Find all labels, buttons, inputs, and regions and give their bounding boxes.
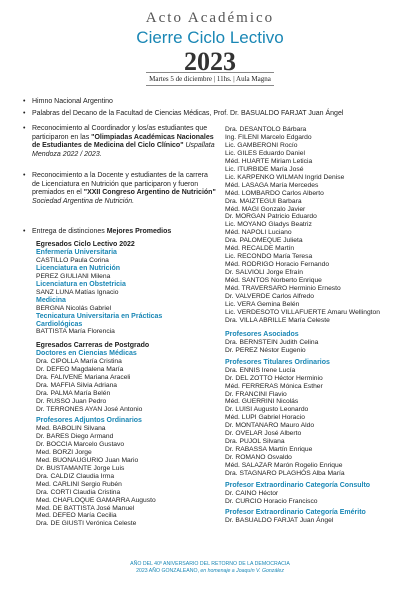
list-item: Dr. MORGAN Patricio Eduardo	[225, 213, 317, 221]
list-item: Dr. DEL ZOTTO Héctor Herminio	[225, 374, 323, 382]
section-nutricion: Licenciatura en Nutrición	[36, 264, 121, 272]
list-item: Dr. PEREZ Néstor Eugenio	[225, 346, 306, 354]
bullet-1-text: Himno Nacional Argentino	[32, 98, 113, 105]
list-item: Dr. MONTANARO Mauro Aldo	[225, 422, 315, 430]
header-line1: Acto Académico	[145, 10, 275, 26]
posgrado-title: Egresados Carreras de Postgrado	[36, 342, 150, 350]
list-item: Dr. RUSSO Juan Pedro	[36, 398, 107, 406]
bullet-icon: •	[23, 98, 26, 105]
bullet-4-text: Reconocimiento a la Docente y estudiantes de la carrera de Licenciatura en Nutrición que participaron y fueron premiados en el	[32, 172, 208, 197]
list-item: Méd. HUARTE Miriam Leticia	[225, 157, 313, 165]
left-column	[36, 241, 186, 528]
header	[0, 10, 420, 76]
list-item: Med. BUONAUGURIO Juan Mario	[36, 456, 139, 464]
list-item: Dr. TERRONES AYAN José Antonio	[36, 406, 143, 414]
list-item: Dr. VALVERDE Carlos Alfredo	[225, 293, 314, 301]
section-consulto: Profesor Extraordinario Categoría Consulto	[225, 481, 371, 489]
list-item: Med. CARLINI Sergio Rubén	[36, 480, 122, 488]
list-item: Lic. ITURBIDE María José	[225, 165, 304, 173]
list-item: Lic. RECONDO María Teresa	[225, 253, 313, 261]
list-item: Lic. MOYANO Gladys Beatriz	[225, 221, 312, 229]
list-item: Dra. CALDIZ Claudia Irma	[36, 472, 115, 480]
list-item: Dr. CURCIO Horacio Francisco	[225, 497, 318, 505]
list-item: Méd. RODRIGO Horacio Fernando	[225, 261, 330, 269]
list-item: Dra. CIPOLLA María Cristina	[36, 358, 122, 366]
section-emerito: Profesor Extraordinario Categoría Emérito	[225, 508, 366, 516]
bullet-3-bold: "Olimpiadas Académicas Nacionales de Estudiantes de Medicina del Ciclo Clínico"	[32, 133, 214, 150]
bullet-5-bold: Mejores Promedios	[106, 228, 172, 235]
list-item: Dra. PALOMEQUE Julieta	[225, 237, 303, 245]
list-item: Ing. FILENI Marcelo Edgardo	[225, 133, 312, 141]
footer-line1: AÑO DEL 40º ANIVERSARIO DEL RETORNO DE LA DEMOCRACIA	[130, 561, 290, 567]
bullet-icon: •	[23, 172, 26, 179]
section-doctores: Doctores en Ciencias Médicas	[36, 350, 137, 358]
footer-line2b: en homenaje a Joaquín V. González	[200, 568, 284, 574]
list-item: Méd. GUERRINI Nicolás	[225, 398, 299, 406]
list-item: Dra. STAGNARO PLAGHÓS Alba María	[225, 470, 345, 478]
egresados-title: Egresados Ciclo Lectivo 2022	[36, 241, 135, 248]
list-item: Dr. BARES Diego Armand	[36, 432, 114, 440]
bullet-2	[23, 110, 392, 119]
list-item: SANZ LUNA Matías Ignacio	[36, 288, 119, 296]
list-item: Dra. MAFFIA Silvia Adriana	[36, 382, 118, 390]
bullet-3-italic: Uspallata Mendoza 2022 / 2023.	[32, 142, 215, 158]
adjuntos-continued-list	[225, 126, 380, 325]
footer-line2a: 2023 AÑO GONZALEANO,	[136, 568, 201, 574]
list-item: Med. DEFEO María Cecilia	[36, 512, 117, 520]
bullet-5-text: Entrega de distinciones	[32, 228, 107, 235]
titulares-list	[225, 367, 380, 478]
list-item: Lic. KARPENKO WILMAN Ingrid Denise	[225, 173, 345, 181]
list-item: Méd. MAGI Gonzalo Javier	[225, 205, 306, 213]
bullet-4-italic: Sociedad Argentina de Nutrición.	[32, 197, 135, 205]
emeritos-list	[225, 517, 380, 525]
list-item: Dra. DESANTOLO Bárbara	[225, 126, 307, 133]
bullet-icon: •	[23, 228, 26, 235]
list-item: Méd. NAPOLI Luciano	[225, 229, 292, 237]
list-item: Méd. LASAGA María Mercedes	[225, 181, 319, 189]
list-item: Lic. GILES Eduardo Daniel	[225, 149, 305, 157]
section-titulares: Profesores Titulares Ordinarios	[225, 358, 330, 366]
list-item: Dra. PUJOL Silvana	[225, 438, 285, 446]
bullet-5	[23, 228, 217, 237]
list-item: Med. DE BATTISTA José Manuel	[36, 504, 135, 512]
header-year: 2023	[184, 47, 236, 76]
section-tecnicatura: Tecnicatura Universitaria en Prácticas Cardiológicas	[36, 312, 163, 328]
list-item: Dra. FALIVENE Mariana Araceli	[36, 374, 131, 382]
header-line2: Cierre Ciclo Lectivo	[136, 28, 284, 47]
list-item: Dra. MAIZTEGUI Barbara	[225, 197, 302, 205]
list-item: CASTILLO Paula Corina	[36, 256, 109, 264]
section-adjuntos: Profesores Adjuntos Ordinarios	[36, 417, 142, 425]
doctores-list	[36, 358, 186, 414]
list-item: Lic. VERA Gemina Belén	[225, 300, 300, 308]
list-item: Méd. LUPI Gabriel Horacio	[225, 414, 305, 422]
list-item: Med. CHAFLOQUE GAMARRA Augusto	[36, 496, 156, 504]
list-item: Lic. GAMBERONI Rocío	[225, 141, 298, 149]
bullet-2-text: Palabras del Decano de la Facultad de Ciencias Médicas, Prof. Dr. BASUALDO FARJAT Juan Ángel	[32, 110, 344, 117]
list-item: Méd. SANTOS Norberto Enrique	[225, 277, 322, 285]
adjuntos-list	[36, 425, 186, 528]
bullet-3-text: Reconocimiento al Coordinador y los/as estudiantes que participaron en las	[32, 125, 208, 141]
bullet-icon: •	[23, 125, 26, 132]
list-item: Méd. LOMBARDO Carlos Alberto	[225, 189, 324, 197]
list-item: Med. BORZI Jorge	[36, 448, 92, 456]
list-item: Méd. FERRERAS Mónica Esther	[225, 382, 323, 390]
list-item: Dr. CAINO Héctor	[225, 489, 279, 497]
list-item: Dr. DEFEO Magdalena María	[36, 366, 124, 374]
list-item: Méd. TRAVERSARO Herminio Ernesto	[225, 285, 341, 293]
list-item: Dr. BUSTAMANTE Jorge Luis	[36, 464, 125, 472]
list-item: Dr. OVELAR José Alberto	[225, 430, 302, 438]
bullet-4-bold: "XXII Congreso Argentino de Nutrición"	[83, 189, 216, 197]
footer-line2	[0, 568, 420, 575]
list-item: Dra. BERNSTEIN Judith Celina	[225, 338, 319, 346]
list-item: Dr. ROMANO Osvaldo	[225, 454, 292, 462]
list-item: Dr. RABASSA Martín Enrique	[225, 446, 313, 454]
list-item: Dr. BASUALDO FARJAT Juan Ángel	[225, 516, 334, 524]
consultos-list	[225, 490, 380, 506]
list-item: Lic. VERDESOTO VILLAFUERTE Amaru Wellington	[225, 308, 380, 316]
section-enfermeria: Enfermería Universitaria	[36, 248, 117, 256]
bullet-1	[23, 98, 372, 107]
list-item: Méd. RECALDE Martín	[225, 245, 295, 253]
right-column	[225, 126, 380, 525]
list-item: BERGNA Nicolás Gabriel	[36, 304, 112, 312]
list-item: BATTISTA María Florencia	[36, 328, 115, 336]
bullet-4	[23, 172, 217, 206]
list-item: Dra. DE GIUSTI Verónica Celeste	[36, 520, 137, 528]
list-item: Dr. SALVIOLI Jorge Efraín	[225, 269, 303, 277]
list-item: Méd. SALAZAR Marón Rogelio Enrique	[225, 462, 343, 470]
list-item: Med. BABOLIN Silvana	[36, 424, 106, 432]
bullet-3	[23, 125, 217, 159]
dateline: Martes 5 de diciembre | 11hs. | Aula Magna	[146, 72, 274, 86]
list-item: Dr. FRANCINI Flavio	[225, 390, 287, 398]
section-medicina: Medicina	[36, 296, 66, 304]
list-item: PEREZ GIULIANI Milena	[36, 272, 111, 280]
bullet-icon: •	[23, 110, 26, 117]
list-item: Dr. BOCCIA Marcelo Gustavo	[36, 440, 125, 448]
list-item: Dra. CORTI Claudia Cristina	[36, 488, 121, 496]
asociados-list	[225, 339, 380, 355]
list-item: Dra. VILLA ABRILLE María Celeste	[225, 316, 330, 324]
footer	[0, 561, 420, 575]
list-item: Dra. PALMA María Belén	[36, 390, 111, 398]
section-obstetricia: Licenciatura en Obstetricia	[36, 280, 126, 288]
list-item: Dr. LUISI Augusto Leonardo	[225, 406, 309, 414]
list-item: Dra. ENNIS Irene Lucía	[225, 366, 296, 374]
section-asociados: Profesores Asociados	[225, 330, 299, 338]
